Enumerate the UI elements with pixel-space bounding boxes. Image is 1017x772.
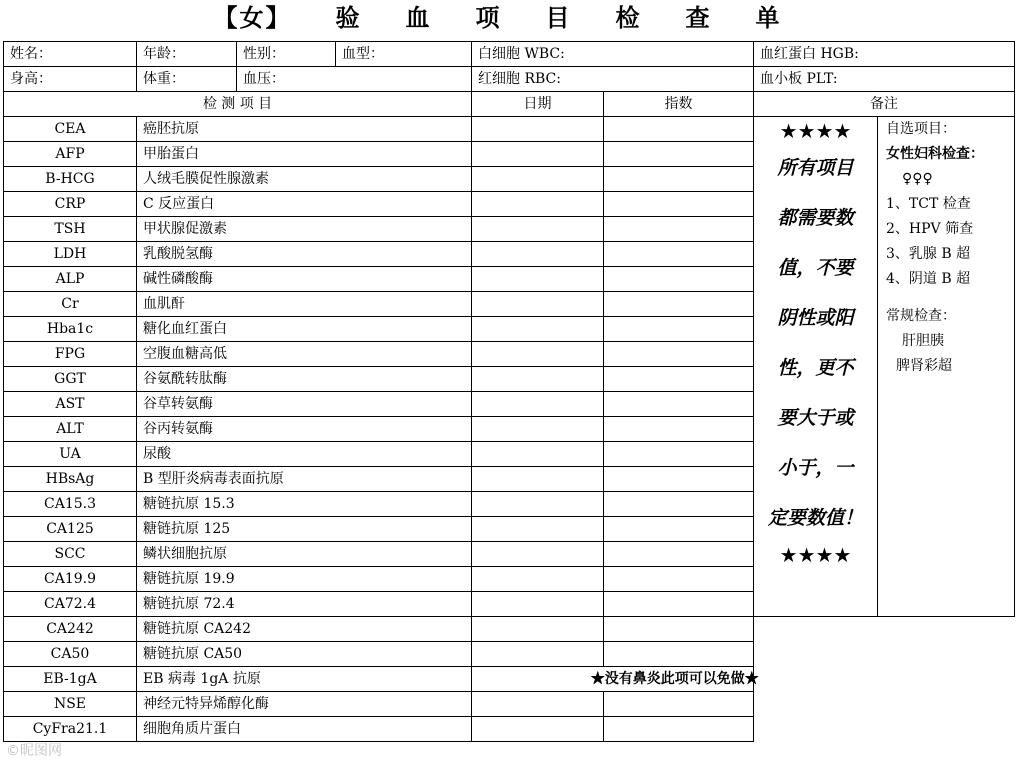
routine-item: 脾肾彩超 bbox=[896, 358, 953, 374]
routine-item: 肝胆胰 bbox=[902, 333, 945, 349]
name-label: 姓名： bbox=[10, 46, 52, 62]
value-cell[interactable] bbox=[604, 542, 754, 567]
optional-item: 3、乳腺 B 超 bbox=[886, 246, 971, 262]
test-code: ALP bbox=[4, 267, 137, 292]
rbc-field[interactable] bbox=[472, 67, 754, 92]
test-code: CA242 bbox=[4, 617, 137, 642]
date-cell[interactable] bbox=[472, 292, 604, 317]
date-column-header: 日期 bbox=[472, 92, 604, 117]
value-cell[interactable] bbox=[604, 492, 754, 517]
test-name: 乳酸脱氢酶 bbox=[137, 242, 472, 267]
test-name: 糖链抗原 15.3 bbox=[137, 492, 472, 517]
date-cell[interactable] bbox=[472, 592, 604, 617]
female-symbols: ♀♀♀ bbox=[902, 171, 933, 187]
wbc-field[interactable] bbox=[472, 42, 754, 67]
value-column-header: 指数 bbox=[604, 92, 754, 117]
title-prefix: 【女】 bbox=[213, 3, 292, 32]
optional-item: 1、TCT 检查 bbox=[886, 196, 971, 212]
value-cell[interactable] bbox=[604, 717, 754, 742]
test-code: CA72.4 bbox=[4, 592, 137, 617]
column-header-row bbox=[4, 92, 1015, 117]
weight-field[interactable] bbox=[137, 67, 237, 92]
value-cell[interactable] bbox=[604, 567, 754, 592]
test-name: 碱性磷酸酶 bbox=[137, 267, 472, 292]
value-cell[interactable] bbox=[604, 117, 754, 142]
value-cell[interactable] bbox=[604, 392, 754, 417]
test-code: ALT bbox=[4, 417, 137, 442]
date-cell[interactable] bbox=[472, 567, 604, 592]
name-field[interactable] bbox=[4, 42, 137, 67]
test-code: UA bbox=[4, 442, 137, 467]
gyn-title: 女性妇科检查： bbox=[886, 146, 985, 162]
date-cell[interactable] bbox=[472, 467, 604, 492]
date-cell[interactable] bbox=[472, 442, 604, 467]
test-name: C 反应蛋白 bbox=[137, 192, 472, 217]
test-code: GGT bbox=[4, 367, 137, 392]
title-char: 验 bbox=[335, 3, 362, 32]
wbc-label: 白细胞 WBC: bbox=[478, 46, 565, 62]
hgb-label: 血红蛋白 HGB: bbox=[760, 46, 859, 62]
date-cell[interactable] bbox=[472, 317, 604, 342]
test-code: NSE bbox=[4, 692, 137, 717]
note-line: 值，不要 bbox=[777, 257, 854, 279]
optional-title: 自选项目： bbox=[886, 121, 957, 137]
test-code: FPG bbox=[4, 342, 137, 367]
test-code: B-HCG bbox=[4, 167, 137, 192]
date-cell[interactable] bbox=[472, 142, 604, 167]
remark-column-header: 备注 bbox=[754, 92, 1015, 117]
title-char: 项 bbox=[475, 3, 502, 32]
value-cell[interactable] bbox=[604, 292, 754, 317]
date-cell[interactable] bbox=[472, 617, 604, 642]
item-column-header: 检 测 项 目 bbox=[4, 92, 472, 117]
note-line: 阴性或阳 bbox=[777, 307, 854, 329]
test-name: B 型肝炎病毒表面抗原 bbox=[137, 467, 472, 492]
test-name: EB 病毒 1gA 抗原 bbox=[137, 667, 472, 692]
test-name: 糖链抗原 125 bbox=[137, 517, 472, 542]
value-cell[interactable] bbox=[604, 367, 754, 392]
date-cell[interactable] bbox=[472, 642, 604, 667]
hgb-field[interactable] bbox=[754, 42, 1015, 67]
pressure-label: 血压： bbox=[243, 71, 285, 87]
date-cell[interactable] bbox=[472, 117, 604, 142]
value-cell[interactable] bbox=[604, 592, 754, 617]
header-row-1 bbox=[4, 42, 1015, 67]
date-cell[interactable] bbox=[472, 492, 604, 517]
test-code: CA15.3 bbox=[4, 492, 137, 517]
value-cell[interactable] bbox=[604, 517, 754, 542]
note-line: 小于，一 bbox=[777, 457, 854, 479]
value-cell[interactable] bbox=[604, 417, 754, 442]
note-line: 所有项目 bbox=[777, 157, 854, 179]
table-row bbox=[4, 667, 1015, 692]
test-name: 糖链抗原 19.9 bbox=[137, 567, 472, 592]
title-char: 查 bbox=[685, 3, 712, 32]
date-cell[interactable] bbox=[472, 392, 604, 417]
test-name: 神经元特异烯醇化酶 bbox=[137, 692, 472, 717]
test-name: 人绒毛膜促性腺激素 bbox=[137, 167, 472, 192]
test-name: 细胞角质片蛋白 bbox=[137, 717, 472, 742]
test-name: 糖化血红蛋白 bbox=[137, 317, 472, 342]
date-cell[interactable] bbox=[472, 692, 604, 717]
height-label: 身高： bbox=[10, 71, 52, 87]
date-cell[interactable] bbox=[472, 217, 604, 242]
plt-label: 血小板 PLT: bbox=[760, 71, 838, 87]
date-cell[interactable] bbox=[472, 542, 604, 567]
test-name: 糖链抗原 CA50 bbox=[137, 642, 472, 667]
blood-test-form bbox=[3, 41, 1015, 742]
test-name: 糖链抗原 CA242 bbox=[137, 617, 472, 642]
test-name: 谷草转氨酶 bbox=[137, 392, 472, 417]
test-name: 甲状腺促激素 bbox=[137, 217, 472, 242]
note-line: 定要数值！ bbox=[768, 507, 864, 529]
date-cell[interactable] bbox=[472, 242, 604, 267]
age-label: 年龄： bbox=[143, 46, 185, 62]
gender-field[interactable] bbox=[237, 42, 336, 67]
test-code: CEA bbox=[4, 117, 137, 142]
value-cell[interactable] bbox=[604, 342, 754, 367]
value-cell[interactable] bbox=[604, 192, 754, 217]
date-cell[interactable] bbox=[472, 192, 604, 217]
value-cell[interactable] bbox=[604, 692, 754, 717]
note-line: 要大于或 bbox=[777, 407, 854, 429]
note-stars-bottom: ★★★★ bbox=[779, 543, 852, 567]
optional-item: 4、阴道 B 超 bbox=[886, 271, 971, 287]
date-cell[interactable] bbox=[472, 267, 604, 292]
date-cell[interactable] bbox=[472, 517, 604, 542]
test-name: 尿酸 bbox=[137, 442, 472, 467]
test-code: CA19.9 bbox=[4, 567, 137, 592]
test-code: TSH bbox=[4, 217, 137, 242]
test-code: CRP bbox=[4, 192, 137, 217]
test-name: 谷氨酰转肽酶 bbox=[137, 367, 472, 392]
date-cell[interactable] bbox=[472, 417, 604, 442]
rbc-label: 红细胞 RBC: bbox=[478, 71, 561, 87]
remark-note bbox=[754, 117, 878, 617]
routine-title: 常规检查： bbox=[886, 308, 957, 324]
value-cell[interactable] bbox=[604, 442, 754, 467]
value-cell[interactable] bbox=[604, 642, 754, 667]
test-code: CA125 bbox=[4, 517, 137, 542]
test-name: 鳞状细胞抗原 bbox=[137, 542, 472, 567]
test-code: AFP bbox=[4, 142, 137, 167]
value-cell[interactable] bbox=[604, 217, 754, 242]
test-name: 糖链抗原 72.4 bbox=[137, 592, 472, 617]
test-code: LDH bbox=[4, 242, 137, 267]
height-field[interactable] bbox=[4, 67, 137, 92]
watermark-text: ©昵图网 bbox=[6, 743, 62, 759]
age-field[interactable] bbox=[137, 42, 237, 67]
value-cell[interactable] bbox=[604, 317, 754, 342]
test-name: 甲胎蛋白 bbox=[137, 142, 472, 167]
test-code: Cr bbox=[4, 292, 137, 317]
value-cell[interactable] bbox=[604, 467, 754, 492]
blood-type-label: 血型： bbox=[342, 46, 384, 62]
test-code: Hba1c bbox=[4, 317, 137, 342]
note-line: 性，更不 bbox=[777, 357, 854, 379]
date-cell[interactable] bbox=[472, 367, 604, 392]
date-cell[interactable] bbox=[472, 717, 604, 742]
value-cell[interactable] bbox=[604, 267, 754, 292]
optional-item: 2、HPV 筛查 bbox=[886, 221, 974, 237]
date-cell[interactable] bbox=[472, 342, 604, 367]
title-char: 检 bbox=[615, 3, 642, 32]
note-line: 都需要数 bbox=[777, 207, 854, 229]
test-code: CA50 bbox=[4, 642, 137, 667]
title-char: 目 bbox=[545, 3, 572, 32]
weight-label: 体重： bbox=[143, 71, 185, 87]
page-title bbox=[0, 0, 1017, 36]
test-name: 空腹血糖高低 bbox=[137, 342, 472, 367]
test-name: 癌胚抗原 bbox=[137, 117, 472, 142]
test-code: CyFra21.1 bbox=[4, 717, 137, 742]
title-char: 单 bbox=[755, 3, 782, 32]
header-row-2 bbox=[4, 67, 1015, 92]
blood-type-field[interactable] bbox=[336, 42, 472, 67]
value-cell[interactable] bbox=[604, 142, 754, 167]
table-row bbox=[4, 117, 1015, 142]
eb-note: ★没有鼻炎此项可以免做★ bbox=[472, 667, 878, 692]
gender-label: 性别： bbox=[243, 46, 285, 62]
test-code: HBsAg bbox=[4, 467, 137, 492]
test-name: 谷丙转氨酶 bbox=[137, 417, 472, 442]
optional-items bbox=[878, 117, 1015, 617]
test-code: EB-1gA bbox=[4, 667, 137, 692]
date-cell[interactable] bbox=[472, 167, 604, 192]
test-code: AST bbox=[4, 392, 137, 417]
pressure-field[interactable] bbox=[237, 67, 472, 92]
value-cell[interactable] bbox=[604, 242, 754, 267]
test-name: 血肌酐 bbox=[137, 292, 472, 317]
value-cell[interactable] bbox=[604, 617, 754, 642]
test-code: SCC bbox=[4, 542, 137, 567]
value-cell[interactable] bbox=[604, 167, 754, 192]
table-row bbox=[4, 617, 1015, 642]
note-stars-top: ★★★★ bbox=[779, 119, 852, 143]
plt-field[interactable] bbox=[754, 67, 1015, 92]
title-char: 血 bbox=[405, 3, 432, 32]
